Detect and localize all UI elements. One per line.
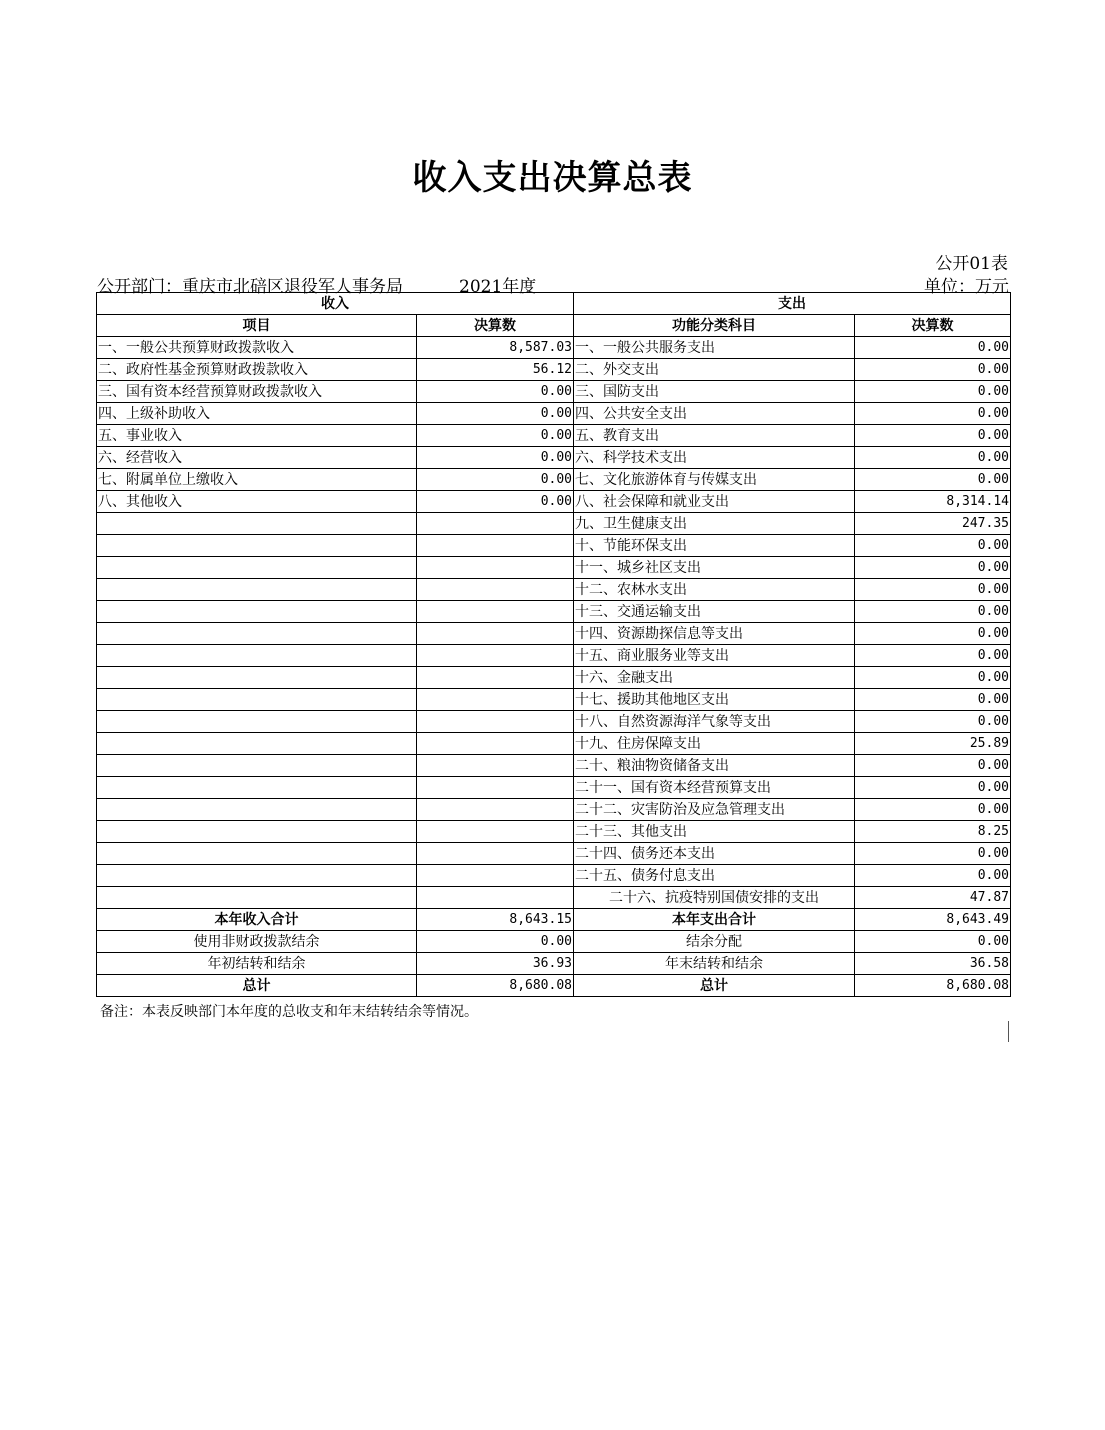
income-item — [97, 799, 417, 821]
income-item: 二、政府性基金预算财政拨款收入 — [97, 359, 417, 381]
expense-item: 十、节能环保支出 — [574, 535, 855, 557]
table-row — [97, 337, 1011, 359]
income-item — [97, 689, 417, 711]
income-amount: 56.12 — [417, 359, 574, 381]
expense-amount: 0.00 — [855, 623, 1011, 645]
summary-row — [97, 931, 1011, 953]
income-item — [97, 513, 417, 535]
expense-item: 二十、粮油物资储备支出 — [574, 755, 855, 777]
income-amount — [417, 557, 574, 579]
expense-amount: 0.00 — [855, 359, 1011, 381]
cell-cursor — [1008, 1021, 1009, 1042]
table-row — [97, 733, 1011, 755]
expense-amount: 47.87 — [855, 887, 1011, 909]
expense-amount: 247.35 — [855, 513, 1011, 535]
expense-amount: 0.00 — [855, 469, 1011, 491]
table-row — [97, 711, 1011, 733]
income-amount — [417, 579, 574, 601]
summary-income-label: 年初结转和结余 — [97, 953, 417, 975]
column-header-row — [97, 315, 1011, 337]
income-item: 一、一般公共预算财政拨款收入 — [97, 337, 417, 359]
table-row — [97, 359, 1011, 381]
income-item — [97, 623, 417, 645]
expense-item: 五、教育支出 — [574, 425, 855, 447]
summary-expense-amount: 0.00 — [855, 931, 1011, 953]
expense-item: 十五、商业服务业等支出 — [574, 645, 855, 667]
expense-item: 二十五、债务付息支出 — [574, 865, 855, 887]
summary-income-label: 总计 — [97, 975, 417, 997]
expense-amount: 0.00 — [855, 337, 1011, 359]
summary-income-label: 使用非财政拨款结余 — [97, 931, 417, 953]
expense-item: 十一、城乡社区支出 — [574, 557, 855, 579]
income-amount — [417, 513, 574, 535]
expense-amount: 0.00 — [855, 865, 1011, 887]
expense-item: 十三、交通运输支出 — [574, 601, 855, 623]
income-item — [97, 865, 417, 887]
page-title: 收入支出决算总表 — [412, 158, 693, 198]
table-row — [97, 865, 1011, 887]
income-item — [97, 557, 417, 579]
income-amount: 0.00 — [417, 425, 574, 447]
table-row — [97, 491, 1011, 513]
expense-amount: 8.25 — [855, 821, 1011, 843]
income-expense-table — [96, 292, 1011, 997]
expense-amount: 0.00 — [855, 557, 1011, 579]
expense-item: 一、一般公共服务支出 — [574, 337, 855, 359]
table-row — [97, 469, 1011, 491]
amount-header: 决算数 — [417, 315, 574, 337]
income-amount — [417, 645, 574, 667]
table-row — [97, 601, 1011, 623]
income-item — [97, 755, 417, 777]
table-row — [97, 887, 1011, 909]
income-item — [97, 667, 417, 689]
summary-expense-label: 年末结转和结余 — [574, 953, 855, 975]
form-number: 公开01表 — [935, 254, 1008, 274]
table-row — [97, 645, 1011, 667]
income-amount — [417, 887, 574, 909]
income-item — [97, 711, 417, 733]
income-item — [97, 887, 417, 909]
income-amount: 0.00 — [417, 491, 574, 513]
income-amount — [417, 711, 574, 733]
income-item: 四、上级补助收入 — [97, 403, 417, 425]
expense-item: 七、文化旅游体育与传媒支出 — [574, 469, 855, 491]
income-amount: 8,587.03 — [417, 337, 574, 359]
expense-amount: 8,314.14 — [855, 491, 1011, 513]
expense-item: 二十六、抗疫特别国债安排的支出 — [574, 887, 855, 909]
income-item: 六、经营收入 — [97, 447, 417, 469]
expense-header: 支出 — [574, 293, 1011, 315]
table-row — [97, 755, 1011, 777]
expense-amount: 0.00 — [855, 535, 1011, 557]
income-item — [97, 821, 417, 843]
income-item: 三、国有资本经营预算财政拨款收入 — [97, 381, 417, 403]
summary-row — [97, 953, 1011, 975]
summary-income-amount: 36.93 — [417, 953, 574, 975]
expense-amount: 0.00 — [855, 755, 1011, 777]
income-item: 五、事业收入 — [97, 425, 417, 447]
table-row — [97, 689, 1011, 711]
expense-item: 二十二、灾害防治及应急管理支出 — [574, 799, 855, 821]
expense-item: 四、公共安全支出 — [574, 403, 855, 425]
expense-item: 三、国防支出 — [574, 381, 855, 403]
summary-expense-label: 结余分配 — [574, 931, 855, 953]
income-item — [97, 579, 417, 601]
income-amount: 0.00 — [417, 403, 574, 425]
table-row — [97, 799, 1011, 821]
func-item-header: 功能分类科目 — [574, 315, 855, 337]
expense-amount: 0.00 — [855, 403, 1011, 425]
income-item — [97, 843, 417, 865]
table-row — [97, 579, 1011, 601]
table-row — [97, 425, 1011, 447]
income-item: 八、其他收入 — [97, 491, 417, 513]
year-label: 2021年度 — [459, 277, 537, 297]
expense-amount: 0.00 — [855, 447, 1011, 469]
table-row — [97, 403, 1011, 425]
table-row — [97, 513, 1011, 535]
expense-amount: 0.00 — [855, 601, 1011, 623]
summary-income-amount: 8,680.08 — [417, 975, 574, 997]
income-amount — [417, 601, 574, 623]
income-amount: 0.00 — [417, 447, 574, 469]
department-label: 公开部门：重庆市北碚区退役军人事务局 — [97, 277, 403, 297]
expense-item: 十二、农林水支出 — [574, 579, 855, 601]
income-amount — [417, 821, 574, 843]
expense-item: 六、科学技术支出 — [574, 447, 855, 469]
summary-expense-amount: 8,680.08 — [855, 975, 1011, 997]
table-row — [97, 623, 1011, 645]
income-header: 收入 — [97, 293, 574, 315]
expense-item: 九、卫生健康支出 — [574, 513, 855, 535]
expense-item: 二十三、其他支出 — [574, 821, 855, 843]
summary-income-amount: 8,643.15 — [417, 909, 574, 931]
income-amount — [417, 843, 574, 865]
summary-expense-amount: 36.58 — [855, 953, 1011, 975]
income-item — [97, 645, 417, 667]
table-row — [97, 381, 1011, 403]
footnote: 备注：本表反映部门本年度的总收支和年末结转结余等情况。 — [100, 1004, 478, 1020]
income-amount — [417, 755, 574, 777]
summary-income-label: 本年收入合计 — [97, 909, 417, 931]
table-row — [97, 821, 1011, 843]
meta-row — [97, 272, 1009, 297]
table-row — [97, 557, 1011, 579]
expense-item: 八、社会保障和就业支出 — [574, 491, 855, 513]
income-amount — [417, 777, 574, 799]
expense-amount: 0.00 — [855, 799, 1011, 821]
expense-amount: 0.00 — [855, 667, 1011, 689]
expense-item: 二十四、债务还本支出 — [574, 843, 855, 865]
income-amount: 0.00 — [417, 381, 574, 403]
expense-item: 十六、金融支出 — [574, 667, 855, 689]
expense-item: 十七、援助其他地区支出 — [574, 689, 855, 711]
table-row — [97, 447, 1011, 469]
income-amount — [417, 689, 574, 711]
section-header-row — [97, 293, 1011, 315]
income-amount: 0.00 — [417, 469, 574, 491]
income-item: 七、附属单位上缴收入 — [97, 469, 417, 491]
expense-amount: 0.00 — [855, 579, 1011, 601]
unit-label: 单位：万元 — [924, 277, 1009, 297]
table-row — [97, 843, 1011, 865]
income-amount — [417, 535, 574, 557]
expense-amount: 0.00 — [855, 777, 1011, 799]
expense-amount: 0.00 — [855, 381, 1011, 403]
income-item — [97, 601, 417, 623]
expense-amount: 0.00 — [855, 711, 1011, 733]
expense-item: 十四、资源勘探信息等支出 — [574, 623, 855, 645]
expense-amount: 0.00 — [855, 645, 1011, 667]
table-row — [97, 667, 1011, 689]
summary-income-amount: 0.00 — [417, 931, 574, 953]
expense-amount: 25.89 — [855, 733, 1011, 755]
table-row — [97, 535, 1011, 557]
expense-item: 二、外交支出 — [574, 359, 855, 381]
income-item — [97, 733, 417, 755]
income-amount — [417, 667, 574, 689]
summary-row — [97, 975, 1011, 997]
amount2-header: 决算数 — [855, 315, 1011, 337]
item-header: 项目 — [97, 315, 417, 337]
expense-amount: 0.00 — [855, 843, 1011, 865]
income-item — [97, 777, 417, 799]
summary-expense-label: 总计 — [574, 975, 855, 997]
income-item — [97, 535, 417, 557]
expense-item: 二十一、国有资本经营预算支出 — [574, 777, 855, 799]
income-amount — [417, 623, 574, 645]
summary-expense-amount: 8,643.49 — [855, 909, 1011, 931]
income-amount — [417, 733, 574, 755]
income-amount — [417, 799, 574, 821]
expense-item: 十九、住房保障支出 — [574, 733, 855, 755]
table-row — [97, 777, 1011, 799]
expense-item: 十八、自然资源海洋气象等支出 — [574, 711, 855, 733]
summary-expense-label: 本年支出合计 — [574, 909, 855, 931]
income-amount — [417, 865, 574, 887]
summary-row — [97, 909, 1011, 931]
expense-amount: 0.00 — [855, 689, 1011, 711]
expense-amount: 0.00 — [855, 425, 1011, 447]
